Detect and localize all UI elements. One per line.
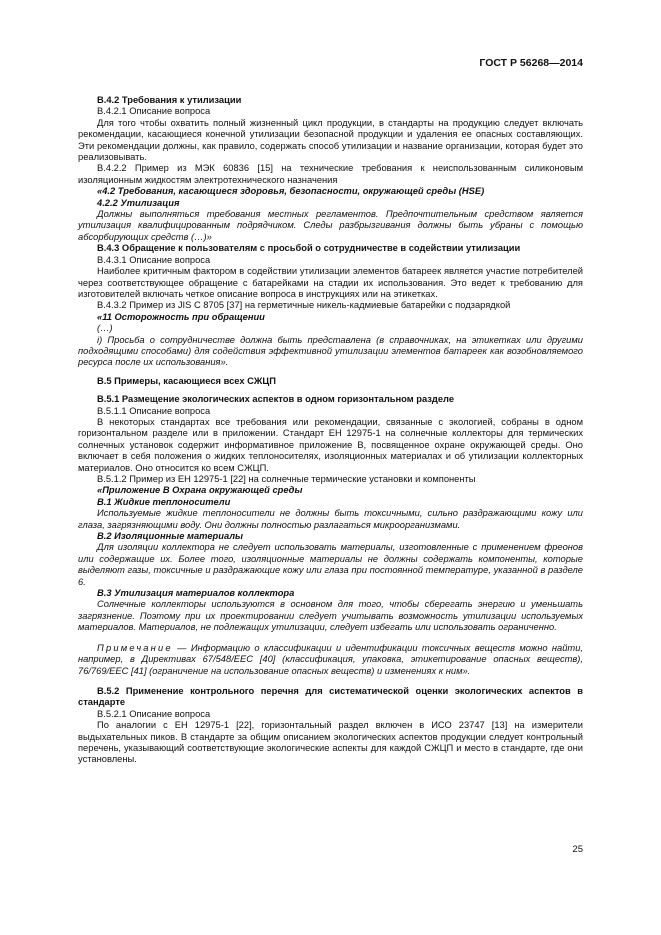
note-label: Примечание	[97, 642, 173, 653]
quote-b3-title: В.3 Утилизация материалов коллектора	[97, 588, 295, 599]
quote-422-text: Должны выполняться требования местных регламентов. Предпочтительным средством является утилизация квалифицированным подрядчиком. Следы разбрызгивания должны быть убраны с помощью абсорбирующих средств (…)»	[78, 209, 583, 242]
quote-42-title: «4.2 Требования, касающиеся здоровья, безопасности, окружающей среды (HSE)	[97, 186, 485, 197]
note-text: — Информацию о классификации и идентификации токсичных веществ можно найти, например, в Директивах 67/548/EEC [40] (классификация, упаковка, этикетирование опасных веществ), 76/769/EEC [41] (ограничение на использование опасных веществ) и изменениях к ним».	[78, 642, 583, 676]
section-b52-title: B.5.2 Применение контрольного перечня для систематической оценки экологических аспектов в стандарте	[78, 685, 583, 708]
quote-422-title: 4.2.2 Утилизация	[97, 197, 180, 208]
section-b432-text: B.4.3.2 Пример из JIS C 8705 [37] на герметичные никель-кадмиевые батарейки с подзарядкой	[97, 300, 511, 311]
section-b521-title: B.5.2.1 Описание вопроса	[97, 708, 211, 719]
document-body	[78, 95, 583, 766]
quote-11-ellipsis: (…)	[97, 323, 113, 334]
quote-11-title: «11 Осторожность при обращении	[97, 311, 265, 322]
section-b512-text: B.5.1.2 Пример из ЕН 12975-1 [22] на солнечные термические установки и компоненты	[97, 474, 476, 484]
section-b511-title: B.5.1.1 Описание вопроса	[97, 405, 211, 416]
section-b43-title: B.4.3 Обращение к пользователям с просьбой о сотрудничестве в содействии утилизации	[97, 243, 521, 254]
section-b511-text: В некоторых стандартах все требования или рекомендации, связанные с экологией, собраны в одном горизонтальном разделе или в приложении. Стандарт ЕН 12975-1 на солнечные коллекторы для термических солнечных установок содержит информативное приложение В, посвященное охране окружающей среды. Оно включает в себя положения о жидких теплоносителях, изоляционных материалах и об утилизации коллекторных материалов. Оно относится ко всем СЖЦП.	[78, 416, 583, 473]
document-code: ГОСТ Р 56268—2014	[479, 57, 583, 69]
quote-b1-title: В.1 Жидкие теплоносители	[97, 496, 231, 507]
quote-b1-text: Используемые жидкие теплоносители не должны быть токсичными, сильно раздражающими кожу или глаза, загрязняющими воду. Они должны полностью разлагаться микроорганизмами.	[78, 508, 583, 530]
quote-b2-text: Для изоляции коллектора не следует использовать материалы, изготовленные с применением фреонов или содержащие их. Более того, изоляционные материалы не должны содержать компоненты, которые выделяют газы, токсичные и раздражающие кожу или глаза при постоянной температуре, указанной в разделе 6.	[78, 542, 583, 587]
quote-note	[78, 643, 583, 677]
quote-b2-title: В.2 Изоляционные материалы	[97, 531, 244, 542]
section-b422-text: B.4.2.2 Пример из МЭК 60836 [15] на технические требования к неиспользованным силиконовым изоляционным жидкостям электротехнического назначения	[78, 163, 583, 185]
page-number: 25	[572, 844, 583, 855]
section-b421-text: Для того чтобы охватить полный жизненный цикл продукции, в стандарты на продукцию следует включать рекомендации, касающиеся конечной утилизации безопасной продукции и удаления ее опасных составляющих. Эти рекомендации должны, как правило, содержать способ утилизации и название организации, которая будет это реализовывать.	[78, 117, 583, 163]
quote-appendix-b-title: «Приложение В Охрана окружающей среды	[97, 485, 303, 496]
quote-11-text: i) Просьба о сотрудничестве должна быть представлена (в справочниках, на этикетках или другими подходящими способами) для содействия эффективной утилизации элементов батареек как возобновляемого ресурса после их использования».	[78, 334, 583, 368]
section-b42-title: B.4.2 Требования к утилизации	[97, 95, 242, 105]
section-b51-title: B.5.1 Размещение экологических аспектов в одном горизонтальном разделе	[97, 394, 455, 405]
section-b521-text: По аналогии с ЕН 12975-1 [22], горизонтальный раздел включен в ИСО 23747 [13] на измерители выдыхательных пиков. В стандарте за общим описанием экологических аспектов продукции следует контрольный перечень, указывающий соответствующие экологические аспекты для каждой СЖЦП и место в стандарте, где они установлены.	[78, 720, 583, 765]
section-b5-title: B.5 Примеры, касающиеся всех СЖЦП	[97, 375, 276, 386]
section-b421-title: B.4.2.1 Описание вопроса	[97, 106, 211, 117]
section-b431-title: B.4.3.1 Описание вопроса	[97, 254, 211, 265]
section-b431-text: Наиболее критичным фактором в содействии утилизации элементов батареек является участие потребителей через соответствующее обращение с батарейками на стадии их использования. Это ведет к требованию для изготовителей включать четкое описание вопроса в инструкциях или на этикетках.	[78, 266, 583, 299]
quote-b3-text: Солнечные коллекторы используются в основном для того, чтобы сберегать энергию и уменьшать загрязнение. Поэтому при их проектировании следует учитывать возможность утилизации используемых материалов. Материалов, не подлежащих утилизации, следует избегать или использовать ограниченно.	[78, 599, 583, 633]
